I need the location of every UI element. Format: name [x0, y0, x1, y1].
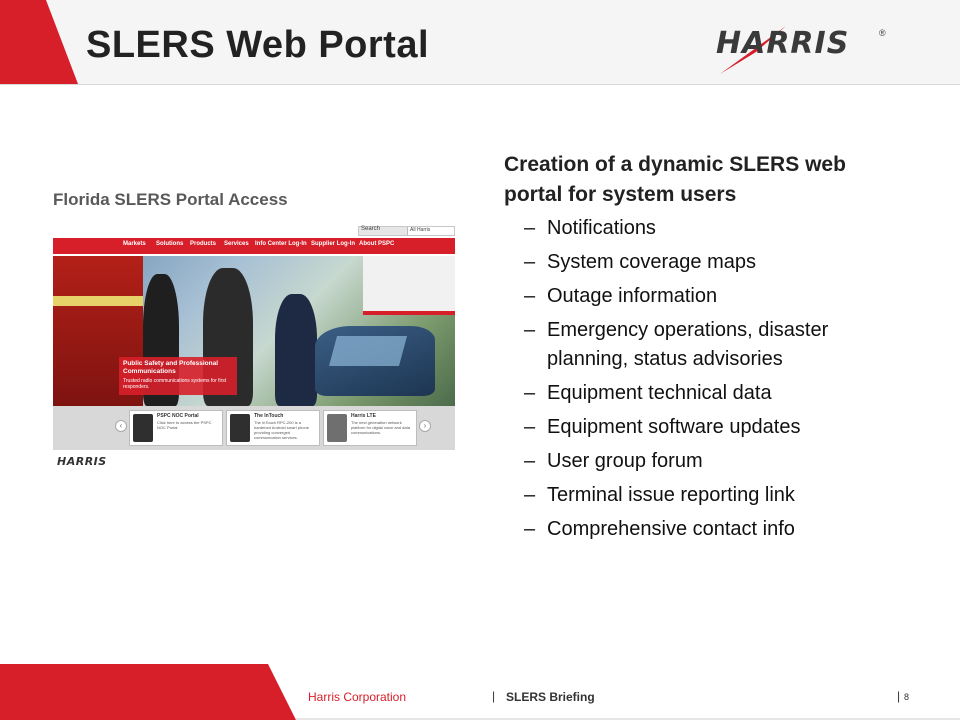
- footer-accent-shape: [0, 664, 960, 720]
- portal-search-bar: [358, 226, 455, 236]
- feature-card-title: PSPC NOC Portal: [157, 413, 199, 419]
- bullet-list: [504, 214, 904, 544]
- bullet-dash: –: [524, 382, 536, 404]
- bullet-dash: –: [524, 450, 536, 472]
- header-accent-shape: [0, 0, 78, 84]
- bullet-dash: –: [524, 251, 536, 273]
- portal-search-label: Search: [361, 226, 381, 232]
- footer-company: Harris Corporation: [308, 690, 407, 704]
- slide-title: SLERS Web Portal: [86, 24, 430, 66]
- carousel-prev-icon: ‹: [115, 420, 127, 432]
- portal-search-scope: All Harris: [407, 227, 454, 235]
- feature-card: [323, 410, 417, 446]
- lte-thumbnail-icon: [327, 414, 347, 442]
- bullet-item: [504, 316, 904, 374]
- bullet-text: Terminal issue reporting link: [547, 484, 795, 506]
- footer-page-number: 8: [904, 692, 910, 702]
- bullet-item: [504, 413, 904, 442]
- feature-card-title: Harris LTE: [351, 413, 376, 419]
- bullet-text: Emergency operations, disaster planning, status advisories: [547, 319, 829, 370]
- hero-caption-title: Public Safety and Professional Communications: [123, 360, 218, 375]
- phone-thumbnail-icon: [133, 414, 153, 442]
- bullet-item: [504, 515, 904, 544]
- portal-nav-item: Markets: [123, 241, 146, 247]
- registered-mark: ®: [879, 28, 886, 38]
- bullet-text: Outage information: [547, 285, 718, 307]
- bullet-text: Equipment technical data: [547, 382, 772, 404]
- hero-caption-box: [119, 357, 237, 395]
- portal-nav-item: Solutions: [156, 241, 184, 247]
- portal-hero-image: [53, 256, 455, 406]
- footer-separator: |: [492, 689, 496, 703]
- portal-nav-item: Services: [224, 241, 249, 247]
- bullet-item: [504, 214, 904, 243]
- harris-logo-text: HARRIS: [716, 26, 850, 61]
- portal-nav-item: Products: [190, 241, 217, 247]
- portal-title: Florida SLERS Portal Access: [53, 190, 288, 209]
- bullet-text: User group forum: [547, 450, 703, 472]
- portal-harris-logo: HARRIS: [57, 455, 107, 468]
- bullet-dash: –: [524, 416, 536, 438]
- bullet-item: [504, 379, 904, 408]
- bullet-item: [504, 481, 904, 510]
- feature-card-desc: The InTouch RPC-200 is a hardened Android smart phone providing converged communication services.: [254, 420, 309, 440]
- harris-logo: [716, 22, 886, 76]
- footer-title: SLERS Briefing: [506, 690, 595, 704]
- car-windshield-shape: [329, 336, 407, 366]
- bullet-dash: –: [524, 285, 536, 307]
- bullet-item: [504, 447, 904, 476]
- bullet-dash: –: [524, 319, 536, 341]
- bullet-text: System coverage maps: [547, 251, 756, 273]
- content-heading: Creation of a dynamic SLERS web portal for system users: [504, 153, 846, 206]
- carousel-next-icon: ›: [419, 420, 431, 432]
- bullet-dash: –: [524, 217, 536, 239]
- bullet-item: [504, 282, 904, 311]
- portal-nav-item: Info Center Log-In: [255, 241, 307, 247]
- portal-feature-strip: [53, 406, 455, 450]
- bullet-dash: –: [524, 518, 536, 540]
- fire-truck-stripe: [53, 296, 143, 306]
- phone-thumbnail-icon: [230, 414, 250, 442]
- bullet-text: Notifications: [547, 217, 656, 239]
- footer-separator: |: [897, 689, 901, 703]
- hero-caption-subtitle: Trusted radio communications systems for first responders.: [123, 378, 227, 390]
- bullet-dash: –: [524, 484, 536, 506]
- feature-card-title: The InTouch: [254, 413, 284, 419]
- police-officer-figure: [275, 294, 317, 406]
- ambulance-shape: [363, 256, 455, 315]
- portal-nav-item: Supplier Log-In: [311, 241, 355, 247]
- portal-screenshot: [53, 180, 455, 470]
- feature-card: [226, 410, 320, 446]
- feature-card-desc: The next generation network platform for digital voice and data communications.: [351, 420, 410, 435]
- feature-card-desc: Click here to access the PSPC NOC Portal: [157, 420, 212, 430]
- content-block: [504, 150, 904, 549]
- bullet-text: Equipment software updates: [547, 416, 801, 438]
- portal-nav-bar: [53, 238, 455, 254]
- bullet-text: Comprehensive contact info: [547, 518, 795, 540]
- bullet-item: [504, 248, 904, 277]
- feature-card: [129, 410, 223, 446]
- portal-nav-item: About PSPC: [359, 241, 395, 247]
